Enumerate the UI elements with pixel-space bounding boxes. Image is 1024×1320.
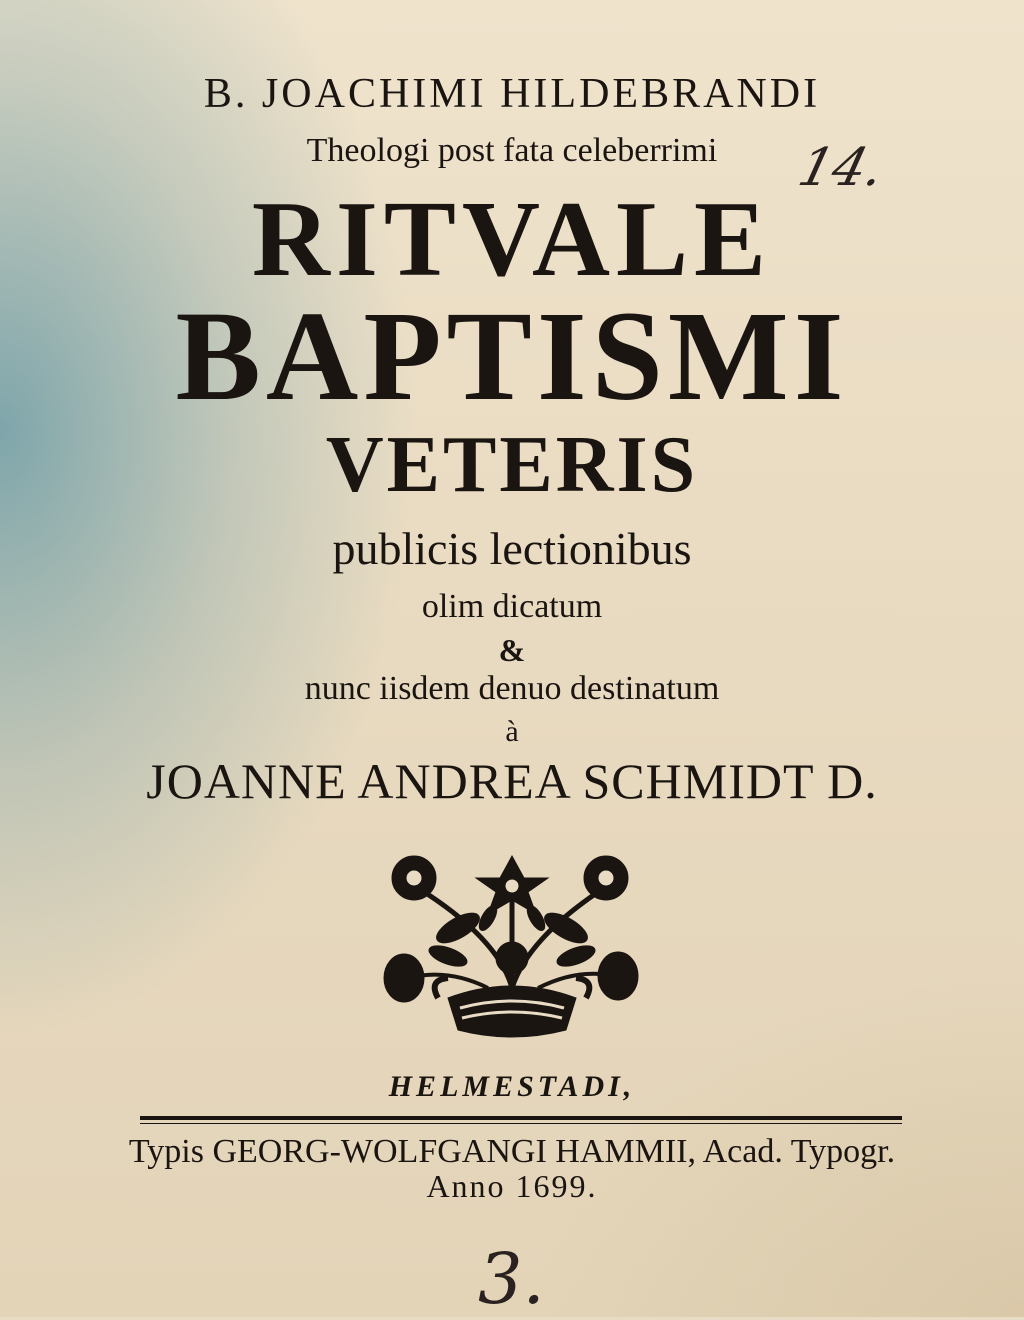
editor-name: JOANNE ANDREA SCHMIDT D. bbox=[146, 753, 878, 809]
subtitle-publicis: publicis lectionibus bbox=[332, 523, 692, 574]
subtitle-ampersand: & bbox=[498, 632, 526, 668]
handwritten-shelf-mark: 14. bbox=[792, 138, 891, 198]
imprint-printer: Typis GEORG-WOLFGANGI HAMMII, Acad. Typogr. bbox=[128, 1133, 896, 1170]
subtitle-nunc: nunc iisdem denuo destinatum bbox=[304, 670, 720, 707]
imprint-place: HELMESTADI, bbox=[388, 1070, 636, 1103]
imprint-year: Anno 1699. bbox=[426, 1168, 598, 1204]
handwritten-page-number: 3. bbox=[478, 1238, 545, 1320]
title-veteris: VETERIS bbox=[325, 421, 699, 509]
title-baptismi: BAPTISMI bbox=[175, 285, 849, 427]
flower-basket-woodcut-icon bbox=[378, 848, 646, 1044]
subtitle-a: à bbox=[505, 715, 519, 748]
title-ritvale: RITVALE bbox=[251, 180, 773, 299]
author-description: Theologi post fata celeberrimi bbox=[306, 132, 718, 169]
imprint-rule bbox=[140, 1116, 902, 1120]
imprint-rule-thin bbox=[140, 1123, 902, 1124]
subtitle-olim: olim dicatum bbox=[421, 588, 603, 625]
author-line: B. JOACHIMI HILDEBRANDI bbox=[203, 71, 821, 117]
